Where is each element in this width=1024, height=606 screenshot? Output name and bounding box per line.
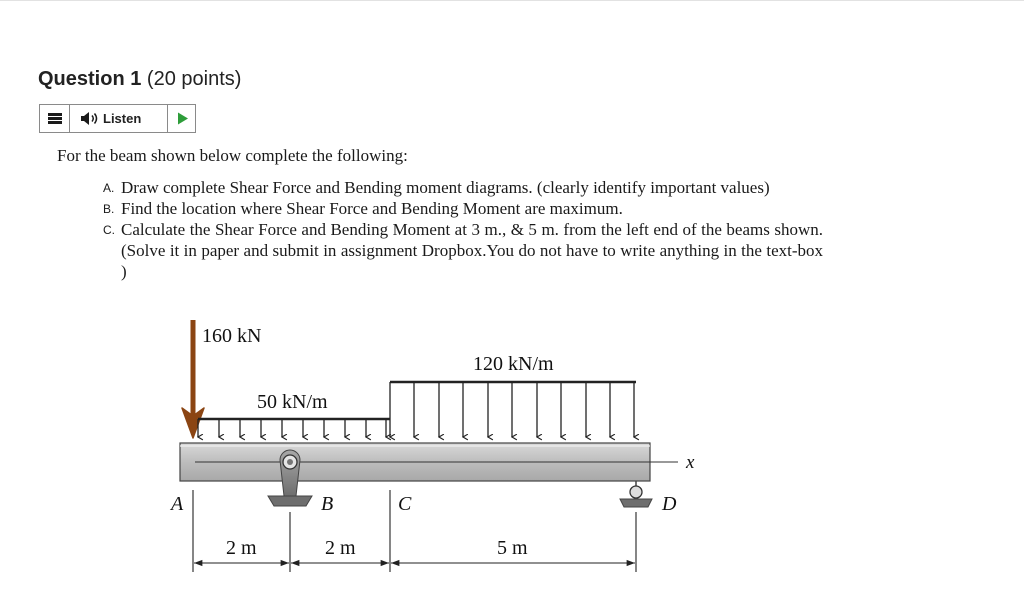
task-marker: C.: [103, 223, 115, 237]
udl-right: [390, 382, 636, 437]
udl-left-label: 50 kN/m: [257, 391, 328, 413]
prompt-intro: For the beam shown below complete the following:: [57, 146, 408, 165]
point-load-label: 160 kN: [202, 325, 262, 347]
point-a-label: A: [171, 493, 184, 515]
question-number: Question 1: [38, 68, 142, 90]
task-marker: A.: [103, 181, 115, 195]
udl-right-label: 120 kN/m: [473, 353, 554, 375]
point-c-label: C: [398, 493, 412, 515]
listen-label: Listen: [103, 111, 142, 126]
task-marker: B.: [103, 202, 115, 216]
udl-left: [198, 419, 390, 437]
roller-support-d: [620, 481, 652, 507]
axis-label: x: [686, 452, 695, 473]
dim-bc-label: 2 m: [325, 537, 356, 559]
task-text: Find the location where Shear Force and Bending Moment are maximum.: [121, 199, 623, 218]
dim-cd-label: 5 m: [497, 537, 528, 559]
task-text: Draw complete Shear Force and Bending moment diagrams. (clearly identify important values): [121, 178, 770, 197]
task-text: Calculate the Shear Force and Bending Moment at 3 m., & 5 m. from the left end of the beams shown. (Solve it in paper and submit in assignment Dropbox.You do not have to write anything in the text-box ): [121, 220, 823, 281]
dimension-lines: [193, 490, 636, 572]
point-load-arrow: [182, 320, 204, 438]
point-d-label: D: [662, 493, 677, 515]
question-points: (20 points): [146, 68, 242, 90]
point-b-label: B: [321, 493, 334, 515]
dim-ab-label: 2 m: [226, 537, 257, 559]
